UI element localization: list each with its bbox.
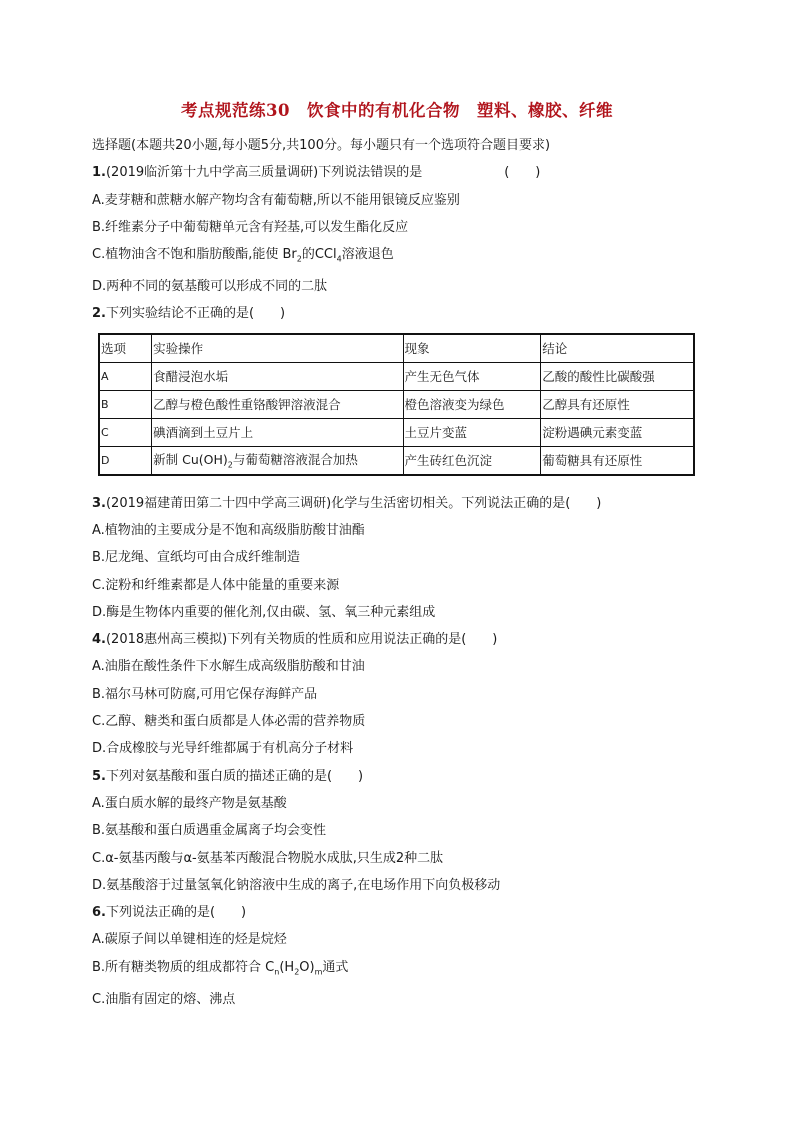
question-number: 6. — [92, 905, 106, 921]
question-number: 3. — [92, 495, 106, 511]
question-text: (2018惠州高三模拟)下列有关物质的性质和应用说法正确的是( ) — [105, 632, 498, 648]
question-1-option-c — [92, 241, 712, 273]
subscript: n — [274, 967, 280, 977]
question-6-stem — [92, 899, 712, 926]
question-text: 下列对氨基酸和蛋白质的描述正确的是( ) — [105, 768, 364, 784]
question-4-option-b: B.福尔马林可防腐,可用它保存海鲜产品 — [92, 686, 318, 702]
experiment-table-wrap — [92, 333, 712, 476]
question-text: 下列实验结论不正确的是( ) — [105, 306, 286, 322]
question-number: 4. — [92, 632, 106, 648]
option-text: 通式 — [322, 959, 349, 975]
question-6-option-a: A.碳原子间以单键相连的烃是烷烃 — [92, 932, 287, 948]
table-cell: 橙色溶液变为绿色 — [403, 390, 541, 418]
question-text: 下列说法正确的是( ) — [105, 905, 247, 921]
subscript: 2 — [294, 967, 300, 977]
subscript: 2 — [296, 254, 302, 264]
cell-text: 与葡萄糖溶液混合加热 — [232, 452, 358, 468]
subscript: m — [314, 967, 323, 977]
question-5-option-d: D.氨基酸溶于过量氢氧化钠溶液中生成的离子,在电场作用下向负极移动 — [92, 877, 501, 893]
question-2-stem — [92, 300, 712, 327]
question-1-stem — [92, 159, 712, 186]
question-text: (2019临沂第十九中学高三质量调研)下列说法错误的是 — [105, 165, 423, 181]
table-cell: 土豆片变蓝 — [403, 418, 541, 446]
experiment-table — [98, 333, 695, 476]
option-text: C.植物油含不饱和脂肪酸酯,能使 Br — [92, 247, 297, 263]
question-number: 1. — [92, 165, 106, 181]
cell-text: 新制 Cu(OH) — [153, 452, 228, 468]
question-1-option-a: A.麦芽糖和蔗糖水解产物均含有葡萄糖,所以不能用银镜反应鉴别 — [92, 192, 460, 208]
table-cell: 淀粉遇碘元素变蓝 — [541, 418, 694, 446]
table-cell: 产生砖红色沉淀 — [403, 446, 541, 475]
table-cell: B — [99, 390, 152, 418]
question-6-option-b — [92, 954, 712, 986]
option-text: O) — [299, 959, 315, 975]
question-5-option-a: A.蛋白质水解的最终产物是氨基酸 — [92, 795, 287, 811]
table-cell: 碘酒滴到土豆片上 — [152, 418, 403, 446]
question-6-option-c: C.油脂有固定的熔、沸点 — [92, 991, 236, 1007]
option-text: 的CCl — [301, 247, 337, 263]
table-header-row — [99, 334, 694, 363]
question-5-stem — [92, 763, 712, 790]
table-header-cell: 现象 — [403, 334, 541, 363]
table-cell: C — [99, 418, 152, 446]
option-text: B.所有糖类物质的组成都符合 C — [92, 959, 275, 975]
question-3-option-a: A.植物油的主要成分是不饱和高级脂肪酸甘油酯 — [92, 522, 365, 538]
content — [92, 132, 712, 1013]
table-cell: 食醋浸泡水垢 — [152, 362, 403, 390]
question-4-option-a: A.油脂在酸性条件下水解生成高级脂肪酸和甘油 — [92, 659, 365, 675]
question-number: 5. — [92, 768, 106, 784]
option-text: 溶液退色 — [341, 247, 394, 263]
answer-blank: ( ) — [504, 165, 541, 181]
table-cell: A — [99, 362, 152, 390]
question-3-stem — [92, 490, 712, 517]
option-text: (H — [279, 959, 295, 975]
table-row — [99, 362, 694, 390]
subscript: 2 — [227, 460, 233, 470]
table-header-cell: 实验操作 — [152, 334, 403, 363]
table-row — [99, 418, 694, 446]
question-5-option-b: B.氨基酸和蛋白质遇重金属离子均会变性 — [92, 823, 327, 839]
question-5-option-c: C.α-氨基丙酸与α-氨基苯丙酸混合物脱水成肽,只生成2种二肽 — [92, 850, 444, 866]
table-row — [99, 446, 694, 475]
question-1-option-b: B.纤维素分子中葡萄糖单元含有羟基,可以发生酯化反应 — [92, 219, 409, 235]
question-1-option-d: D.两种不同的氨基酸可以形成不同的二肽 — [92, 279, 328, 295]
table-row — [99, 390, 694, 418]
question-3-option-c: C.淀粉和纤维素都是人体中能量的重要来源 — [92, 577, 340, 593]
table-header-cell: 结论 — [541, 334, 694, 363]
question-4-stem — [92, 626, 712, 653]
question-text: (2019福建莆田第二十四中学高三调研)化学与生活密切相关。下列说法正确的是( ) — [105, 495, 602, 511]
table-cell — [152, 446, 403, 475]
table-cell: 乙醇与橙色酸性重铬酸钾溶液混合 — [152, 390, 403, 418]
instruction: 选择题(本题共20小题,每小题5分,共100分。每小题只有一个选项符合题目要求) — [92, 138, 551, 153]
subscript: 4 — [336, 254, 342, 264]
question-3-option-b: B.尼龙绳、宣纸均可由合成纤维制造 — [92, 550, 301, 566]
page-title: 考点规范练30 饮食中的有机化合物 塑料、橡胶、纤维 — [181, 101, 613, 120]
question-number: 2. — [92, 306, 106, 322]
question-4-option-c: C.乙醇、糖类和蛋白质都是人体必需的营养物质 — [92, 714, 366, 730]
table-cell: 产生无色气体 — [403, 362, 541, 390]
question-4-option-d: D.合成橡胶与光导纤维都属于有机高分子材料 — [92, 741, 354, 757]
table-cell: 乙酸的酸性比碳酸强 — [541, 362, 694, 390]
question-3-option-d: D.酶是生物体内重要的催化剂,仅由碳、氢、氧三种元素组成 — [92, 604, 436, 620]
table-cell: 乙醇具有还原性 — [541, 390, 694, 418]
table-header-cell: 选项 — [99, 334, 152, 363]
table-cell: D — [99, 446, 152, 475]
table-cell: 葡萄糖具有还原性 — [541, 446, 694, 475]
